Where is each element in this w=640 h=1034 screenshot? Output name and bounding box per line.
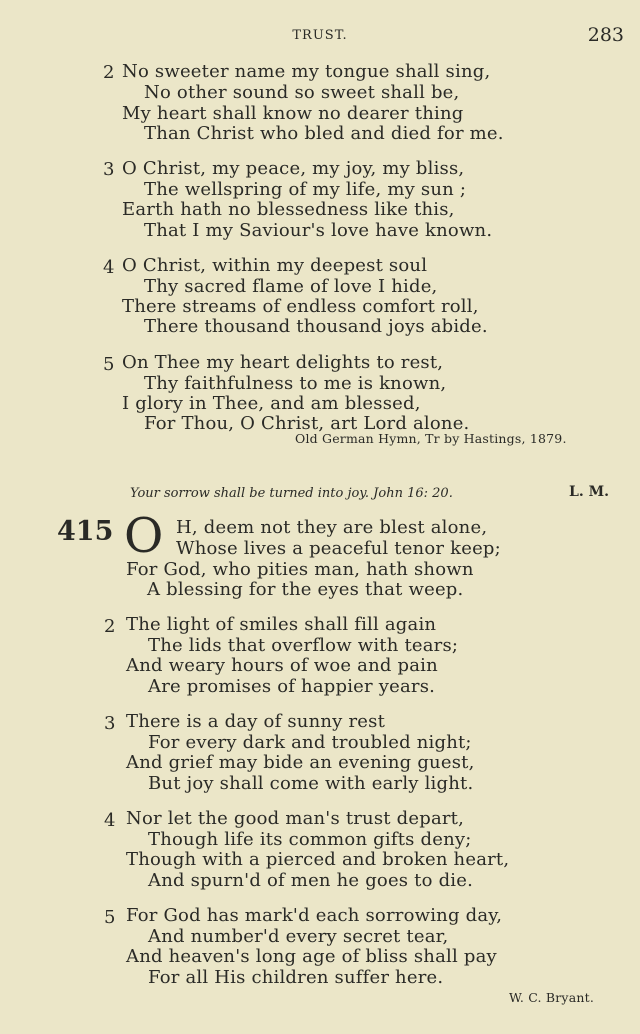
verse-line: And heaven's long age of bliss shall pay [126,946,497,967]
verse-line: My heart shall know no dearer thing [122,103,464,124]
running-header: TRUST. [292,28,348,43]
verse-line: Earth hath no blessedness like this, [122,199,455,220]
verse-line: For Thou, O Christ, art Lord alone. [144,413,470,434]
verse-line: Though with a pierced and broken heart, [126,849,510,870]
verse-line: No other sound so sweet shall be, [144,82,460,103]
stanza-number: 4 [103,257,115,278]
hymn-attribution: Old German Hymn, Tr by Hastings, 1879. [295,431,567,446]
scripture-reference: Your sorrow shall be turned into joy. John 16: 20. [130,486,453,501]
verse-line: Thy faithfulness to me is known, [144,373,447,394]
verse-line: H, deem not they are blest alone, [176,517,488,538]
stanza-number: 2 [103,62,115,83]
verse-line: O Christ, my peace, my joy, my bliss, [122,158,465,179]
verse-line: Though life its common gifts deny; [148,829,472,850]
stanza-number: 4 [104,810,116,831]
stanza-number: 5 [104,907,116,928]
verse-line: The wellspring of my life, my sun ; [144,179,467,200]
meter-label: L. M. [569,484,609,500]
drop-cap: O [124,508,164,564]
page-number: 283 [587,24,624,46]
verse-line: For all His children suffer here. [148,967,444,988]
verse-line: Thy sacred flame of love I hide, [144,276,438,297]
stanza-number: 2 [104,616,116,637]
verse-line: That I my Saviour's love have known. [144,220,493,241]
verse-line: And weary hours of woe and pain [126,655,438,676]
stanza-number: 5 [103,354,115,375]
verse-line: Nor let the good man's trust depart, [126,808,465,829]
stanza-number: 3 [103,159,115,180]
verse-line: But joy shall come with early light. [148,773,474,794]
hymn-number: 415 [57,516,114,547]
verse-line: On Thee my heart delights to rest, [122,352,444,373]
verse-line: And spurn'd of men he goes to die. [148,870,474,891]
verse-line: Than Christ who bled and died for me. [144,123,504,144]
verse-line: For God has mark'd each sorrowing day, [126,905,503,926]
hymn-attribution: W. C. Bryant. [509,990,594,1005]
verse-line: Whose lives a peaceful tenor keep; [176,538,501,559]
verse-line: For God, who pities man, hath shown [126,559,474,580]
stanza-number: 3 [104,713,116,734]
verse-line: The light of smiles shall fill again [126,614,437,635]
verse-line: There is a day of sunny rest [126,711,385,732]
verse-line: O Christ, within my deepest soul [122,255,428,276]
verse-line: And number'd every secret tear, [148,926,449,947]
verse-line: The lids that overflow with tears; [148,635,459,656]
verse-line: Are promises of happier years. [148,676,436,697]
verse-line: And grief may bide an evening guest, [126,752,475,773]
verse-line: There streams of endless comfort roll, [122,296,479,317]
verse-line: There thousand thousand joys abide. [144,316,488,337]
verse-line: A blessing for the eyes that weep. [147,579,464,600]
verse-line: I glory in Thee, and am blessed, [122,393,421,414]
verse-line: For every dark and troubled night; [148,732,472,753]
verse-line: No sweeter name my tongue shall sing, [122,61,491,82]
